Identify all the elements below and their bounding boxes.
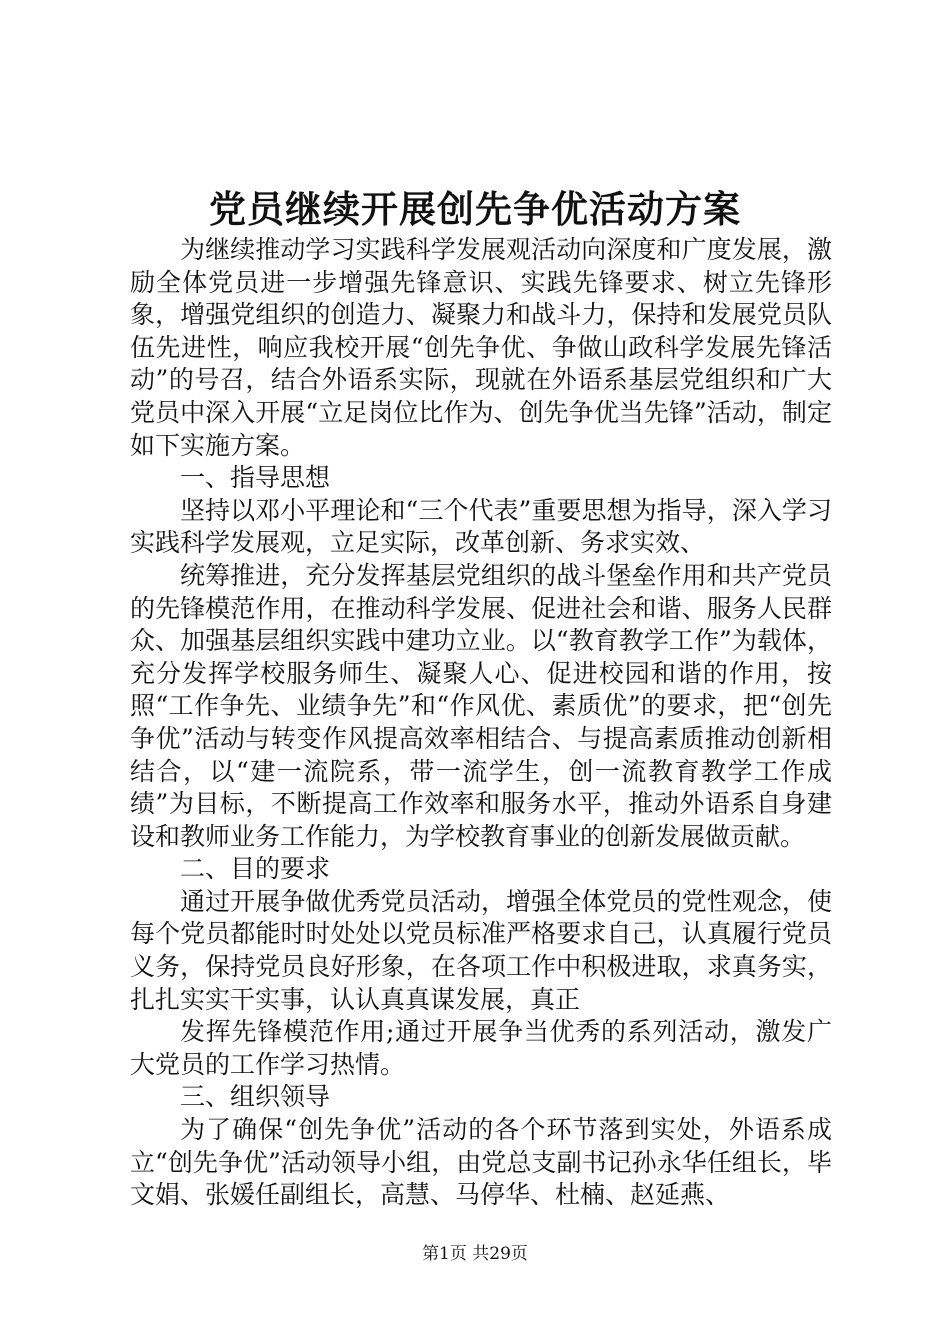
document-body — [130, 234, 832, 1212]
page-footer — [0, 1242, 950, 1266]
section-heading-objectives: 二、目的要求 — [180, 854, 331, 884]
document-title: 党员继续开展创先争优活动方案 — [209, 187, 741, 231]
paragraph-objectives-2: 发挥先锋模范作用;通过开展争当优秀的系列活动，激发广大党员的工作学习热情。 — [130, 1017, 832, 1079]
paragraph-guiding-ideology-1: 坚持以邓小平理论和“三个代表”重要思想为指导，深入学习实践科学发展观，立足实际，改革创新、务求实效、 — [130, 495, 832, 558]
page-number: 第1页 — [422, 1244, 467, 1264]
section-heading-leadership: 三、组织领导 — [180, 1082, 331, 1112]
section-heading-guiding-ideology: 一、指导思想 — [180, 463, 331, 493]
paragraph-guiding-ideology-2: 统筹推进，充分发挥基层党组织的战斗堡垒作用和共产党员的先锋模范作用，在推动科学发展、促进社会和谐、服务人民群众、加强基层组织实践中建功立业。以“教育教学工作”为载体，充分发挥学校服务师生、凝聚人心、促进校园和谐的作用，按照“工作争先、业绩争先”和“作风优、素质优”的要求，把“创先争优”活动与转变作风提高效率相结合、与提高素质推动创新相结合，以“建一流院系，带一流学生，创一流教育教学工作成绩”为目标，不断提高工作效率和服务水平，推动外语系自身建设和教师业务工作能力，为学校教育事业的创新发展做贡献。 — [130, 560, 832, 851]
paragraph-intro: 为继续推动学习实践科学发展观活动向深度和广度发展，激励全体党员进一步增强先锋意识、实践先锋要求、树立先锋形象，增强党组织的创造力、凝聚力和战斗力，保持和发展党员队伍先进性，响应我校开展“创先争优、争做山政科学发展先锋活动”的号召，结合外语系实际，现就在外语系基层党组织和广大党员中深入开展“立足岗位比作为、创先争优当先锋”活动，制定如下实施方案。 — [130, 235, 832, 460]
page-total: 共29页 — [472, 1244, 528, 1264]
paragraph-objectives-1: 通过开展争做优秀党员活动，增强全体党员的党性观念，使每个党员都能时时处处以党员标准严格要求自己，认真履行党员义务，保持党员良好形象，在各项工作中积极进取，求真务实，扎扎实实干实事，认认真真谋发展，真正 — [130, 886, 832, 1014]
paragraph-leadership-1: 为了确保“创先争优”活动的各个环节落到实处，外语系成立“创先争优”活动领导小组，由党总支副书记孙永华任组长，毕文娟、张媛任副组长，高慧、马停华、杜楠、赵延燕、 — [130, 1115, 832, 1210]
